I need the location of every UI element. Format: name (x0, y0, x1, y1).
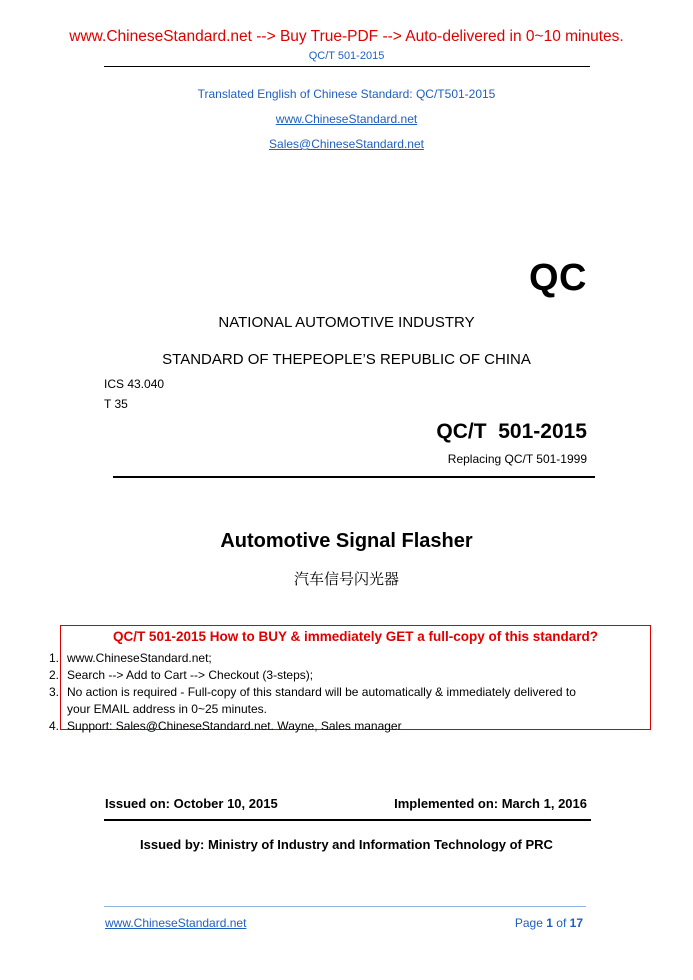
replacing-note: Replacing QC/T 501-1999 (447, 452, 587, 466)
purchase-steps (49, 650, 576, 735)
implemented-date: Implemented on: March 1, 2016 (394, 796, 587, 811)
header-standard-code: QC/T 501-2015 (308, 50, 385, 62)
dates-divider (104, 819, 591, 821)
page-indicator: Page 1 of 17 (514, 916, 583, 930)
footer-site-link[interactable]: www.ChineseStandard.net (105, 916, 247, 930)
translated-notice: Translated English of Chinese Standard: QC/T501-2015 (197, 87, 496, 101)
list-item: 3. No action is required - Full-copy of this standard will be automatically & immediately delivered to (49, 685, 576, 699)
footer-divider (104, 906, 586, 907)
t-classification: T 35 (104, 397, 128, 411)
issuing-authority: Issued by: Ministry of Industry and Information Technology of PRC (140, 837, 553, 852)
title-divider (113, 476, 595, 478)
header-divider (104, 66, 590, 67)
purchase-box (49, 625, 651, 733)
list-item: 4. Support: Sales@ChineseStandard.net. Wayne, Sales manager (49, 719, 402, 733)
list-item: 1. www.ChineseStandard.net; (49, 651, 212, 665)
standard-number: QC/T 501-2015 (436, 420, 587, 443)
top-banner[interactable]: www.ChineseStandard.net --> Buy True-PDF --> Auto-delivered in 0~10 minutes. (69, 28, 624, 45)
title-chinese: 汽车信号闪光器 (293, 571, 399, 588)
purchase-heading: QC/T 501-2015 How to BUY & immediately GET a full-copy of this standard? (112, 629, 599, 644)
issued-date: Issued on: October 10, 2015 (105, 796, 278, 811)
site-link[interactable]: www.ChineseStandard.net (275, 112, 418, 126)
list-item: 2. Search --> Add to Cart --> Checkout (3-steps); (49, 668, 314, 682)
country-line: STANDARD OF THEPEOPLE’S REPUBLIC OF CHINA (162, 351, 531, 368)
qc-mark: QC (529, 257, 587, 299)
list-item: your EMAIL address in 0~25 minutes. (67, 702, 267, 716)
ics-code: ICS 43.040 (104, 377, 165, 391)
industry-line: NATIONAL AUTOMOTIVE INDUSTRY (218, 314, 475, 331)
email-link[interactable]: Sales@ChineseStandard.net (269, 137, 424, 151)
title-english: Automotive Signal Flasher (220, 530, 473, 552)
